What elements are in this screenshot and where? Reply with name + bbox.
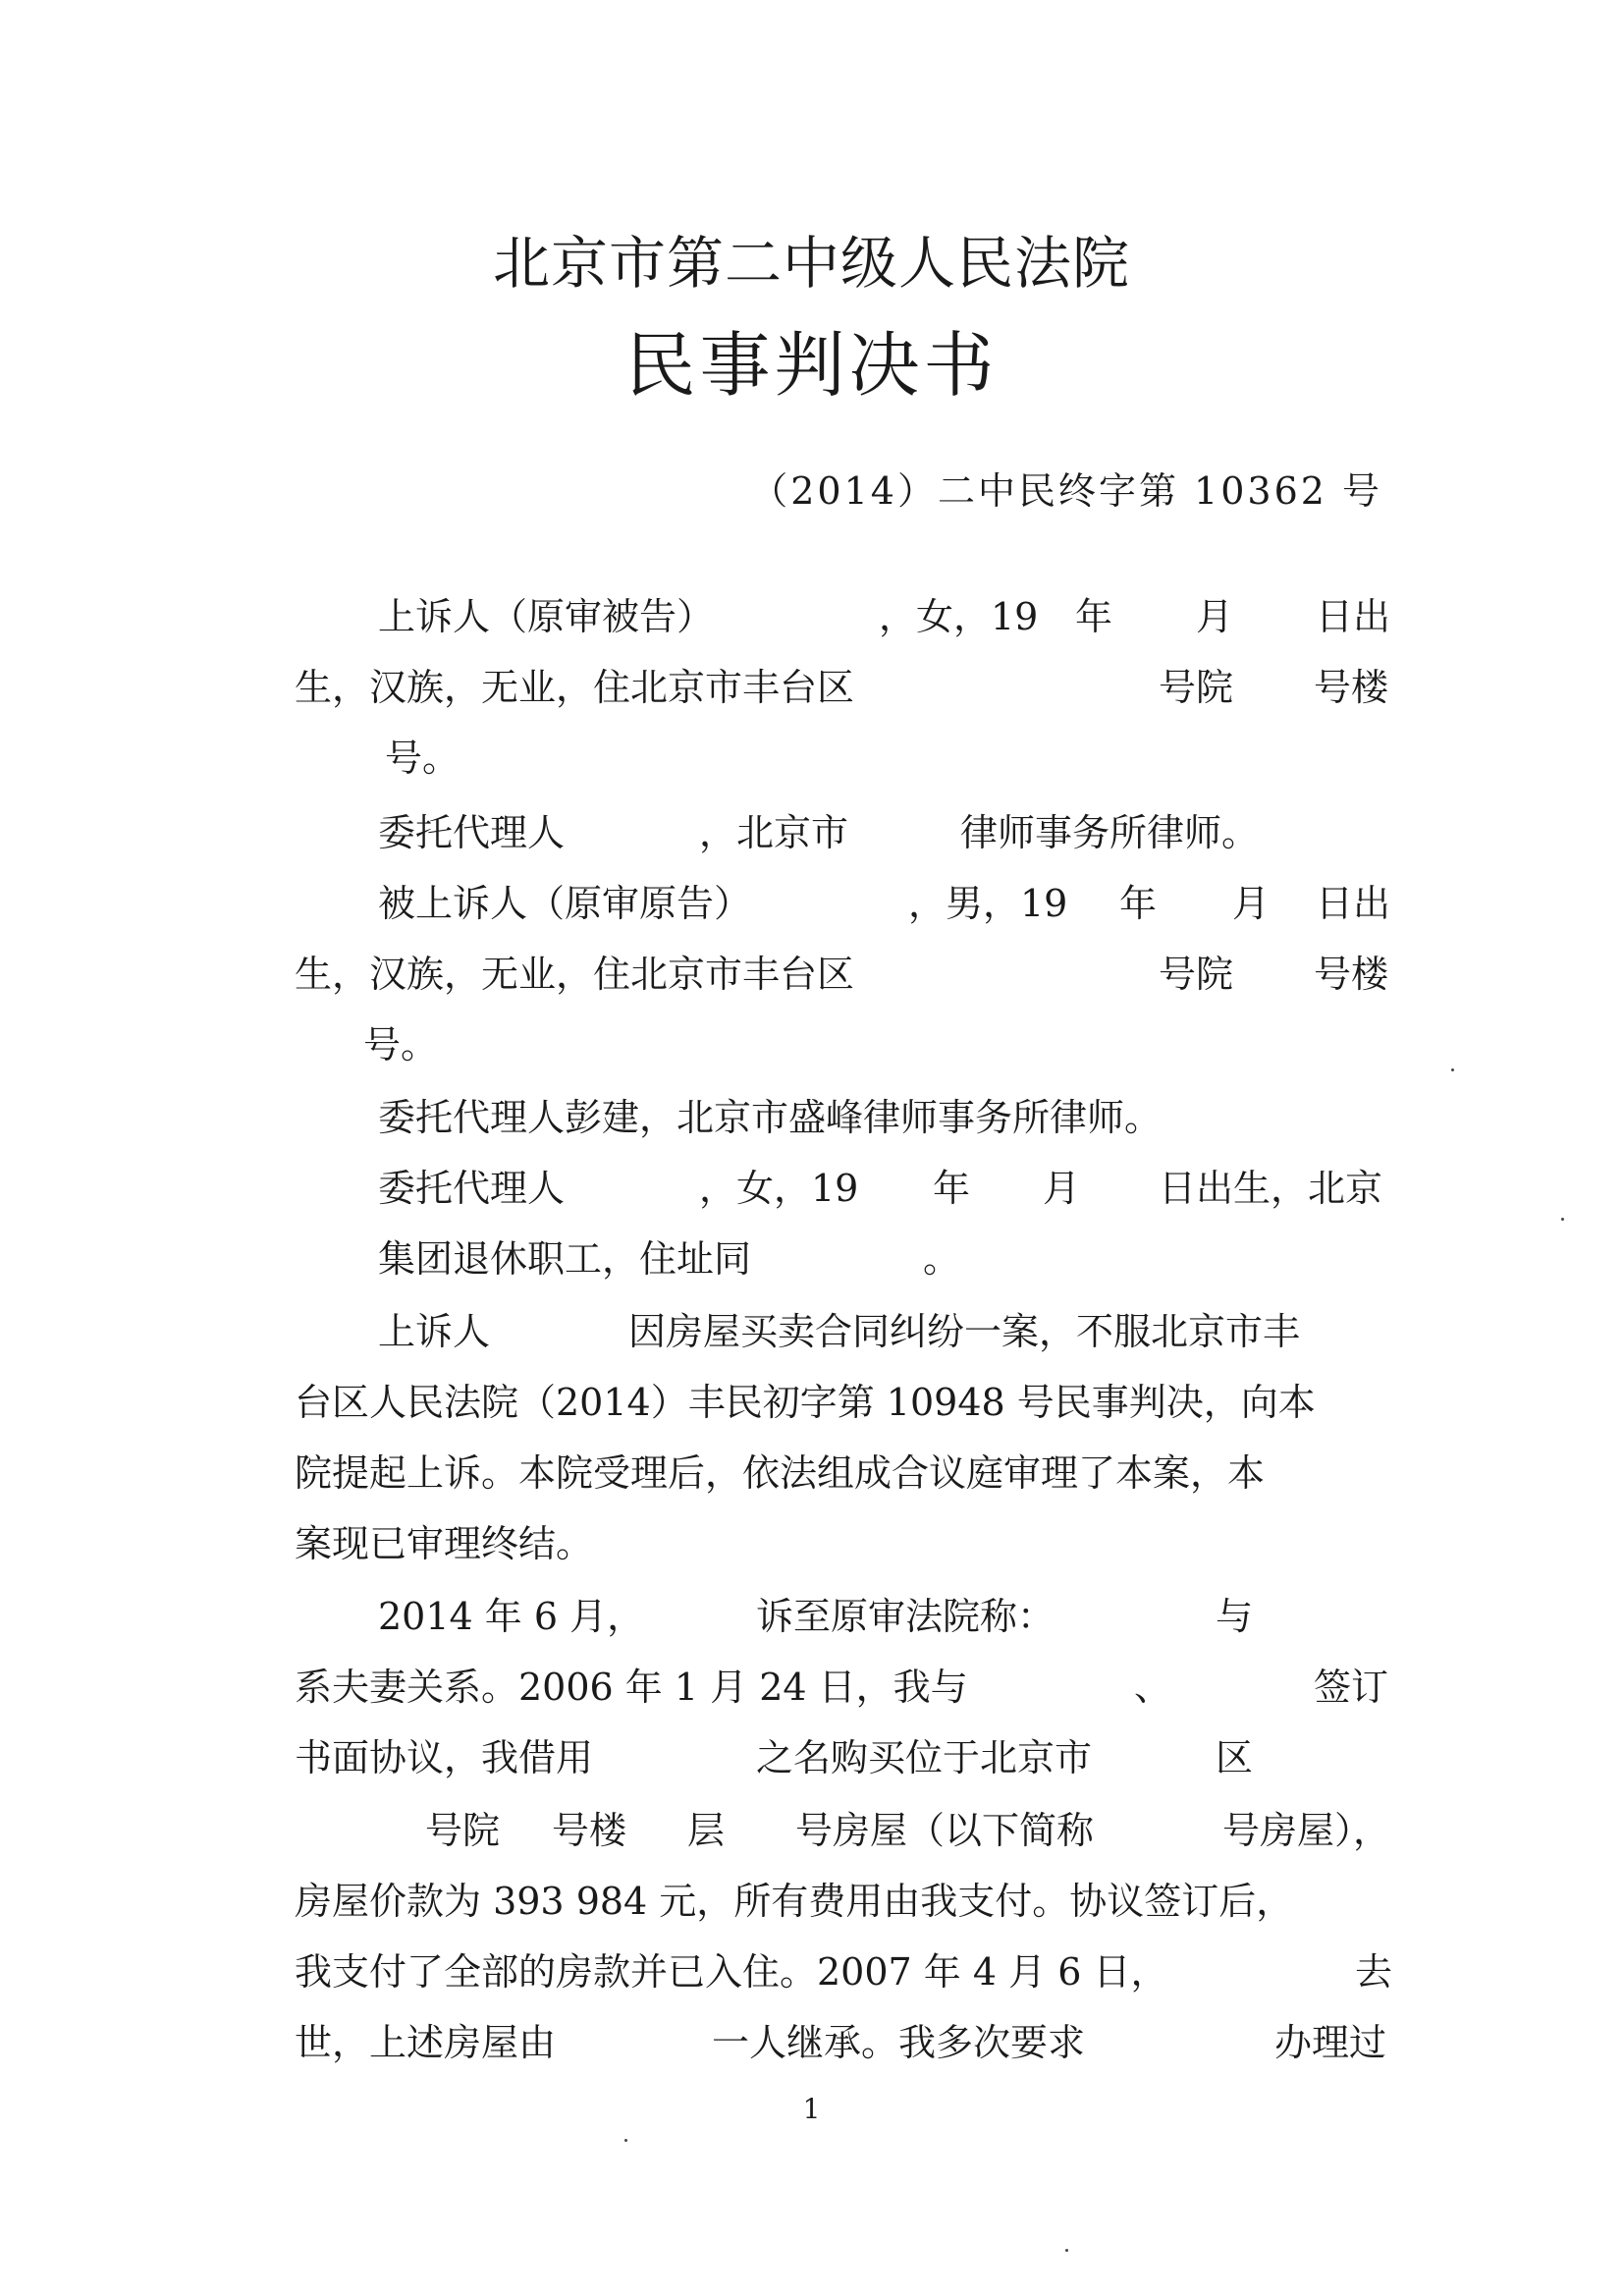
- text-segment: 生，汉族，无业，住北京市丰台区: [295, 953, 855, 996]
- text-segment: 号。: [385, 737, 460, 780]
- body-line: [295, 581, 1394, 652]
- text-segment: 号。: [363, 1023, 439, 1066]
- text-segment: 之名购买位于北京市: [756, 1736, 1093, 1779]
- body-line: [295, 2007, 1394, 2078]
- body-line: [295, 1866, 1394, 1937]
- body-line: [295, 1010, 1394, 1080]
- text-segment: 被上诉人（原审原告）: [378, 882, 752, 925]
- text-segment: 办理过: [1274, 2021, 1387, 2064]
- scan-speck: [1561, 1218, 1564, 1221]
- document-title: 民事判决书: [624, 324, 999, 407]
- text-segment: 案现已审理终结。: [295, 1522, 594, 1565]
- body-line: [295, 1722, 1394, 1793]
- text-segment: 月: [1043, 1167, 1081, 1210]
- text-segment: 委托代理人彭建，北京市盛峰律师事务所律师。: [378, 1096, 1163, 1139]
- text-segment: 年: [933, 1167, 971, 1210]
- case-number: （2014）二中民终字第 10362 号: [750, 469, 1382, 513]
- text-segment: 号房屋（以下简称: [795, 1809, 1095, 1852]
- text-segment: 号楼: [552, 1809, 627, 1852]
- text-segment: 与: [1216, 1595, 1254, 1638]
- text-segment: 委托代理人: [378, 811, 566, 854]
- body-line: [295, 1795, 1394, 1866]
- text-segment: ，男，19: [908, 882, 1068, 925]
- text-segment: 律师事务所律师。: [960, 811, 1260, 854]
- body-line: [295, 797, 1394, 868]
- text-segment: ，女，19: [879, 595, 1039, 638]
- text-segment: 集团退休职工，住址同: [378, 1237, 752, 1281]
- text-segment: 书面协议，我借用: [295, 1736, 594, 1779]
- body-line: [295, 1581, 1394, 1652]
- text-segment: 号房屋），: [1222, 1809, 1391, 1852]
- text-segment: 去: [1355, 1950, 1393, 1994]
- body-line: [295, 868, 1394, 939]
- body-line: [295, 1438, 1394, 1508]
- scan-speck: [1065, 2249, 1068, 2252]
- text-segment: 号院: [1159, 666, 1234, 709]
- text-segment: 年: [1119, 882, 1158, 925]
- text-segment: ，女，19: [699, 1167, 859, 1210]
- text-segment: 日出: [1316, 882, 1391, 925]
- text-segment: 日出: [1316, 595, 1391, 638]
- text-segment: 上诉人（原审被告）: [378, 595, 715, 638]
- text-segment: 因房屋买卖合同纠纷一案，不服北京市丰: [628, 1310, 1301, 1353]
- text-segment: 号楼: [1314, 953, 1389, 996]
- body-line: [295, 1937, 1394, 2007]
- text-segment: 月: [1196, 595, 1234, 638]
- body-line: [295, 1296, 1394, 1367]
- body-line: [295, 723, 1394, 793]
- body-line: [295, 1153, 1394, 1224]
- text-segment: 号院: [1159, 953, 1234, 996]
- text-segment: 系夫妻关系。2006 年 1 月 24 日，我与: [295, 1666, 968, 1709]
- text-segment: 区: [1216, 1736, 1254, 1779]
- text-segment: 一人继承。我多次要求: [712, 2021, 1086, 2064]
- text-segment: 日出生，北京: [1159, 1167, 1383, 1210]
- body-line: [295, 652, 1394, 723]
- text-segment: 、: [1134, 1666, 1172, 1709]
- text-segment: 房屋价款为 393 984 元，所有费用由我支付。协议签订后，: [295, 1880, 1294, 1923]
- page-number: 1: [802, 2093, 821, 2125]
- text-segment: 号楼: [1314, 666, 1389, 709]
- text-segment: 世，上述房屋由: [295, 2021, 557, 2064]
- text-segment: 上诉人: [378, 1310, 491, 1353]
- text-segment: 号院: [425, 1809, 501, 1852]
- text-segment: 层: [687, 1809, 726, 1852]
- body-line: [295, 939, 1394, 1010]
- body-line: [295, 1367, 1394, 1438]
- scan-speck: [1451, 1068, 1454, 1071]
- text-segment: 2014 年 6 月，: [378, 1595, 645, 1638]
- text-segment: ，北京市: [699, 811, 849, 854]
- scan-speck: [624, 2139, 627, 2142]
- text-segment: 台区人民法院（2014）丰民初字第 10948 号民事判决，向本: [295, 1381, 1316, 1424]
- court-name: 北京市第二中级人民法院: [492, 230, 1130, 297]
- text-segment: 诉至原审法院称：: [756, 1595, 1055, 1638]
- text-segment: 签订: [1314, 1666, 1389, 1709]
- text-segment: 年: [1075, 595, 1113, 638]
- text-segment: 我支付了全部的房款并已入住。2007 年 4 月 6 日，: [295, 1950, 1168, 1994]
- body-line: [295, 1224, 1394, 1294]
- text-segment: 生，汉族，无业，住北京市丰台区: [295, 666, 855, 709]
- body-line: [295, 1508, 1394, 1579]
- body-line: [295, 1652, 1394, 1722]
- text-segment: 。: [923, 1237, 961, 1281]
- text-segment: 委托代理人: [378, 1167, 566, 1210]
- body-line: [295, 1082, 1394, 1153]
- text-segment: 院提起上诉。本院受理后，依法组成合议庭审理了本案，本: [295, 1451, 1266, 1495]
- text-segment: 月: [1232, 882, 1271, 925]
